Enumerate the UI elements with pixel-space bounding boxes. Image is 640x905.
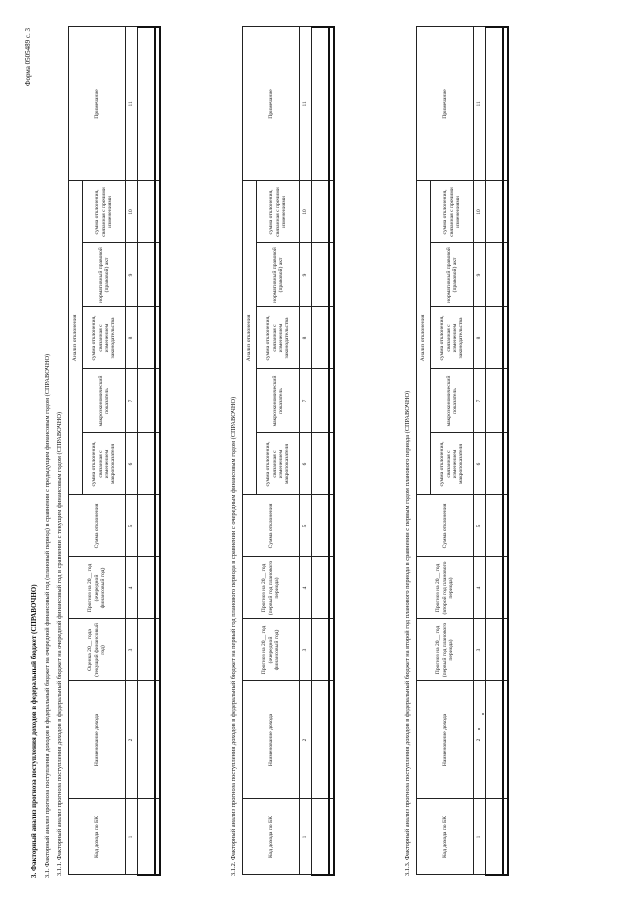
col-number: 9	[126, 243, 138, 307]
col-number: 8	[300, 307, 312, 369]
data-cell	[486, 495, 504, 557]
scan-speck	[478, 728, 480, 730]
data-cell	[138, 181, 156, 243]
data-cell	[329, 433, 334, 495]
data-cell	[155, 181, 160, 243]
table-row	[138, 27, 156, 875]
col-number: 7	[126, 369, 138, 433]
col-number: 11	[126, 27, 138, 181]
data-cell	[329, 557, 334, 619]
header-name: Наименование дохода	[417, 681, 474, 799]
col-number: 10	[300, 181, 312, 243]
header-col-9: нормативный правовой (правовой) акт	[83, 243, 126, 307]
header-group-analysis: Анализ отклонения	[69, 181, 83, 495]
header-col-4: Прогноз на 20__ год (первый год планового периода)	[243, 557, 300, 619]
data-cell	[312, 307, 330, 369]
data-cell	[486, 799, 504, 875]
data-cell	[138, 681, 156, 799]
header-col-7: макроэкономический показатель	[257, 369, 300, 433]
rotated-content	[20, 22, 620, 882]
data-cell	[138, 433, 156, 495]
header-code: Код дохода по БК	[69, 799, 126, 875]
header-name: Наименование дохода	[243, 681, 300, 799]
data-cell	[138, 495, 156, 557]
table-total-row	[503, 27, 508, 875]
data-cell	[329, 307, 334, 369]
data-cell	[486, 369, 504, 433]
data-cell	[503, 557, 508, 619]
data-cell	[312, 27, 330, 181]
section-title: 3. Факторный анализ прогноза поступления доходов в федеральный бюджет (СПРАВОЧНО)	[30, 584, 38, 878]
header-col-8: сумма отклонения, связанная с изменением законодательства	[431, 307, 474, 369]
data-cell	[138, 557, 156, 619]
data-cell	[312, 557, 330, 619]
data-cell	[486, 27, 504, 181]
data-cell	[503, 27, 508, 181]
data-cell	[329, 681, 334, 799]
header-code: Код дохода по БК	[243, 799, 300, 875]
header-col-6: сумма отклонения, связанная с изменением макропоказателя	[431, 433, 474, 495]
data-cell	[155, 557, 160, 619]
col-number: 8	[126, 307, 138, 369]
data-cell	[138, 619, 156, 681]
header-col-8: сумма отклонения, связанная с изменением законодательства	[83, 307, 126, 369]
data-cell	[486, 619, 504, 681]
data-cell	[503, 495, 508, 557]
col-number: 5	[300, 495, 312, 557]
header-col-4: Прогноз на 20__ год (второй год планового периода)	[417, 557, 474, 619]
col-number: 7	[300, 369, 312, 433]
table-row	[312, 27, 330, 875]
data-cell	[503, 619, 508, 681]
data-cell	[138, 27, 156, 181]
col-number: 9	[474, 243, 486, 307]
col-number: 9	[300, 243, 312, 307]
header-col-8: сумма отклонения, связанная с изменением законодательства	[257, 307, 300, 369]
header-col-7: макроэкономический показатель	[83, 369, 126, 433]
header-code: Код дохода по БК	[417, 799, 474, 875]
col-number: 3	[474, 619, 486, 681]
data-cell	[503, 181, 508, 243]
data-cell	[503, 681, 508, 799]
data-cell	[486, 681, 504, 799]
data-cell	[312, 433, 330, 495]
col-number: 7	[474, 369, 486, 433]
header-col-10: сумма отклонения, связанная с прочими изменениями	[83, 181, 126, 243]
data-cell	[155, 799, 160, 875]
table-total-row	[155, 27, 160, 875]
table-2-caption: 3.1.2. Факторный анализ прогноза поступления доходов в федеральный бюджет на первый год планового периода в сравнении с очередным финансовым годом (СПРАВОЧНО)	[230, 396, 237, 876]
data-cell	[503, 369, 508, 433]
col-number: 5	[126, 495, 138, 557]
data-cell	[503, 243, 508, 307]
col-number: 5	[474, 495, 486, 557]
header-note: Примечание	[417, 27, 474, 181]
col-number: 3	[126, 619, 138, 681]
header-col-6: сумма отклонения, связанная с изменением макропоказателя	[83, 433, 126, 495]
data-cell	[312, 369, 330, 433]
data-cell	[138, 369, 156, 433]
header-col-3: Прогноз на 20__ год (очередной финансовый год)	[243, 619, 300, 681]
subsection-title: 3.1. Факторный анализ прогноза поступления доходов в федеральный бюджет на очередной финансовый год (плановый период) в сравнении с предыдущим финансовым годом (СПРАВОЧНО)	[44, 353, 51, 878]
data-cell	[486, 433, 504, 495]
col-number: 4	[300, 557, 312, 619]
data-cell	[312, 495, 330, 557]
data-cell	[503, 433, 508, 495]
data-cell	[155, 307, 160, 369]
col-number: 6	[126, 433, 138, 495]
col-number: 11	[474, 27, 486, 181]
data-cell	[329, 619, 334, 681]
scan-speck	[482, 713, 484, 715]
col-number: 1	[474, 799, 486, 875]
data-cell	[155, 369, 160, 433]
table-total-row	[329, 27, 334, 875]
form-code: Форма 0505489 с. 3	[24, 28, 32, 87]
header-col-3: Оценка 20__ года (текущий финансовый год)	[69, 619, 126, 681]
col-number: 6	[474, 433, 486, 495]
col-number: 4	[474, 557, 486, 619]
header-col-4: Прогноз на 20__ год (очередной финансовый год)	[69, 557, 126, 619]
data-cell	[486, 307, 504, 369]
col-number: 2	[126, 681, 138, 799]
col-number: 2	[300, 681, 312, 799]
data-cell	[155, 27, 160, 181]
table-row	[486, 27, 504, 875]
header-group-analysis: Анализ отклонения	[243, 181, 257, 495]
header-deviation: Сумма отклонения	[69, 495, 126, 557]
col-number: 1	[126, 799, 138, 875]
data-cell	[312, 243, 330, 307]
col-number: 4	[126, 557, 138, 619]
data-cell	[486, 557, 504, 619]
header-deviation: Сумма отклонения	[417, 495, 474, 557]
col-number: 8	[474, 307, 486, 369]
data-cell	[329, 27, 334, 181]
header-name: Наименование дохода	[69, 681, 126, 799]
col-number: 11	[300, 27, 312, 181]
data-cell	[329, 495, 334, 557]
data-cell	[329, 369, 334, 433]
data-cell	[138, 307, 156, 369]
header-col-3: Прогноз на 20__ год (первый год планового периода)	[417, 619, 474, 681]
col-number: 3	[300, 619, 312, 681]
data-cell	[138, 799, 156, 875]
header-col-7: макроэкономический показатель	[431, 369, 474, 433]
data-cell	[486, 181, 504, 243]
data-cell	[329, 181, 334, 243]
table-3-caption: 3.1.3. Факторный анализ прогноза поступления доходов в федеральный бюджет на второй год планового периода в сравнении с первым годом планового периода (СПРАВОЧНО)	[404, 390, 411, 876]
data-cell	[155, 681, 160, 799]
col-number: 10	[126, 181, 138, 243]
data-cell	[312, 799, 330, 875]
header-col-10: сумма отклонения, связанная с прочими изменениями	[257, 181, 300, 243]
data-cell	[312, 619, 330, 681]
header-deviation: Сумма отклонения	[243, 495, 300, 557]
data-cell	[138, 243, 156, 307]
header-col-9: нормативный правовой (правовой) акт	[257, 243, 300, 307]
table-2	[242, 26, 335, 876]
header-col-6: сумма отклонения, связанная с изменением макропоказателя	[257, 433, 300, 495]
data-cell	[329, 243, 334, 307]
header-col-10: сумма отклонения, связанная с прочими изменениями	[431, 181, 474, 243]
data-cell	[155, 619, 160, 681]
header-note: Примечание	[69, 27, 126, 181]
header-note: Примечание	[243, 27, 300, 181]
table-1-caption: 3.1.1. Факторный анализ прогноза поступления доходов в федеральный бюджет на очередной финансовый год в сравнении с текущим финансовым годом (СПРАВОЧНО)	[56, 411, 63, 876]
data-cell	[312, 681, 330, 799]
data-cell	[155, 433, 160, 495]
header-col-9: нормативный правовой (правовой) акт	[431, 243, 474, 307]
data-cell	[486, 243, 504, 307]
table-1	[68, 26, 161, 876]
data-cell	[312, 181, 330, 243]
col-number: 10	[474, 181, 486, 243]
col-number: 1	[300, 799, 312, 875]
data-cell	[503, 307, 508, 369]
header-group-analysis: Анализ отклонения	[417, 181, 431, 495]
col-number: 2	[474, 681, 486, 799]
data-cell	[329, 799, 334, 875]
table-3	[416, 26, 509, 876]
col-number: 6	[300, 433, 312, 495]
data-cell	[155, 243, 160, 307]
data-cell	[503, 799, 508, 875]
data-cell	[155, 495, 160, 557]
